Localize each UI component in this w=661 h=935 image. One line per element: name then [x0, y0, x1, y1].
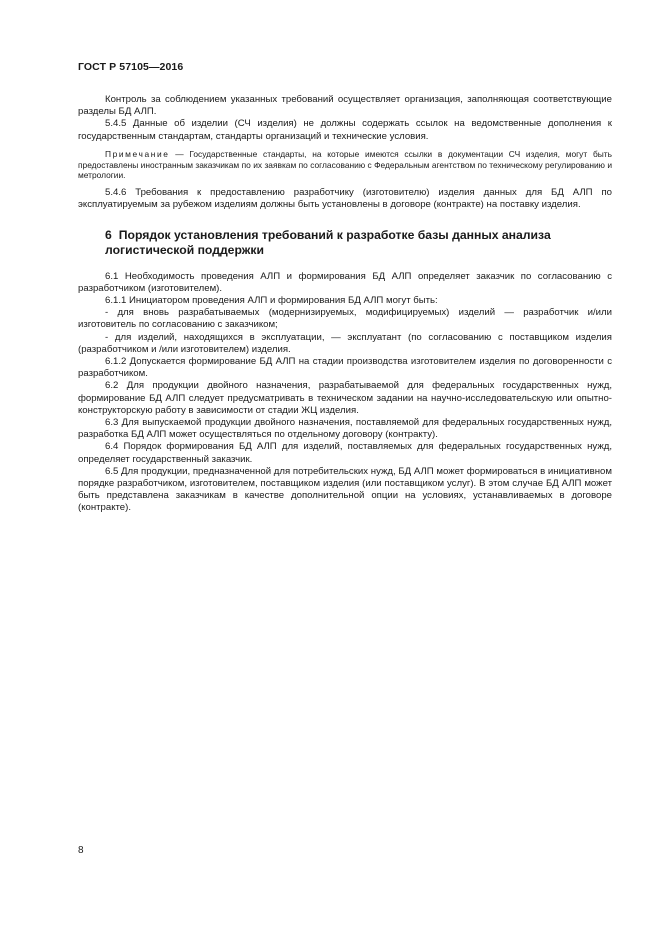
- paragraph-6-1-1: 6.1.1 Инициатором проведения АЛП и формирования БД АЛП могут быть:: [105, 295, 438, 307]
- note-label: Примечание: [105, 148, 170, 159]
- list-item-operator: - для изделий, находящихся в эксплуатации, — эксплуатант (по согласованию с поставщиком изделия (разработчиком и /или изготовителем) изделия.: [78, 331, 612, 355]
- section-heading: [105, 228, 612, 258]
- paragraph-control: Контроль за соблюдением указанных требований осуществляет организация, заполняющая соответствующие разделы БД АЛП.: [78, 94, 612, 118]
- paragraph-6-3: 6.3 Для выпускаемой продукции двойного назначения, поставляемой для федеральных государственных нужд, разработка БД АЛП может осуществляться по отдельному договору (контракту).: [78, 417, 612, 441]
- paragraph-5-4-5: 5.4.5 Данные об изделии (СЧ изделия) не должны содержать ссылок на ведомственные дополнения к государственным стандартам, стандарты организаций и технические условия.: [78, 118, 612, 142]
- document-body: [78, 94, 612, 515]
- paragraph-5-4-6: 5.4.6 Требования к предоставлению разработчику (изготовителю) изделия данных для БД АЛП по эксплуатируемым за рубежом изделиям должны быть установлены в договоре (контракте) на поставку изделия.: [78, 187, 612, 211]
- list-item-developer: - для вновь разрабатываемых (модернизируемых, модифицируемых) изделий — разработчик и/или изготовитель по согласованию с заказчиком;: [78, 307, 612, 331]
- paragraph-6-1-2: 6.1.2 Допускается формирование БД АЛП на стадии производства изготовителем изделия по договоренности с разработчиком.: [78, 356, 612, 380]
- section-title-text: Порядок установления требований к разработке базы данных анализа логистической поддержки: [105, 227, 551, 257]
- note-paragraph: [78, 149, 612, 181]
- paragraph-6-5: 6.5 Для продукции, предназначенной для потребительских нужд, БД АЛП может формироваться в инициативном порядке разработчиком, изготовителем, поставщиком изделия (или поставщиком услуг). В этом случае БД АЛП может быть представлена заказчикам в качестве дополнительной опции на условиях, устанавливаемых в договоре (контракте).: [78, 465, 612, 514]
- document-header: ГОСТ Р 57105—2016: [78, 61, 184, 73]
- section-number: 6: [105, 227, 112, 242]
- paragraph-6-4: 6.4 Порядок формирования БД АЛП для изделий, поставляемых для федеральных государственных нужд, определяет государственный заказчик.: [78, 441, 612, 465]
- note-text: — Государственные стандарты, на которые имеются ссылки в документации СЧ изделия, могут быть предоставлены иностранным заказчикам по их заявкам по согласованию с Федеральным агентством по техническому регулированию и метрологии.: [78, 148, 612, 181]
- page-number: 8: [78, 845, 84, 856]
- paragraph-6-1: 6.1 Необходимость проведения АЛП и формирования БД АЛП определяет заказчик по согласованию с разработчиком (изготовителем).: [78, 270, 612, 294]
- paragraph-6-2: 6.2 Для продукции двойного назначения, разрабатываемой для федеральных государственных нужд, формирование БД АЛП следует предусматривать в техническом задании на научно-исследовательскую или опытно-конструкторскую работу в зависимости от стадии ЖЦ изделия.: [78, 380, 612, 416]
